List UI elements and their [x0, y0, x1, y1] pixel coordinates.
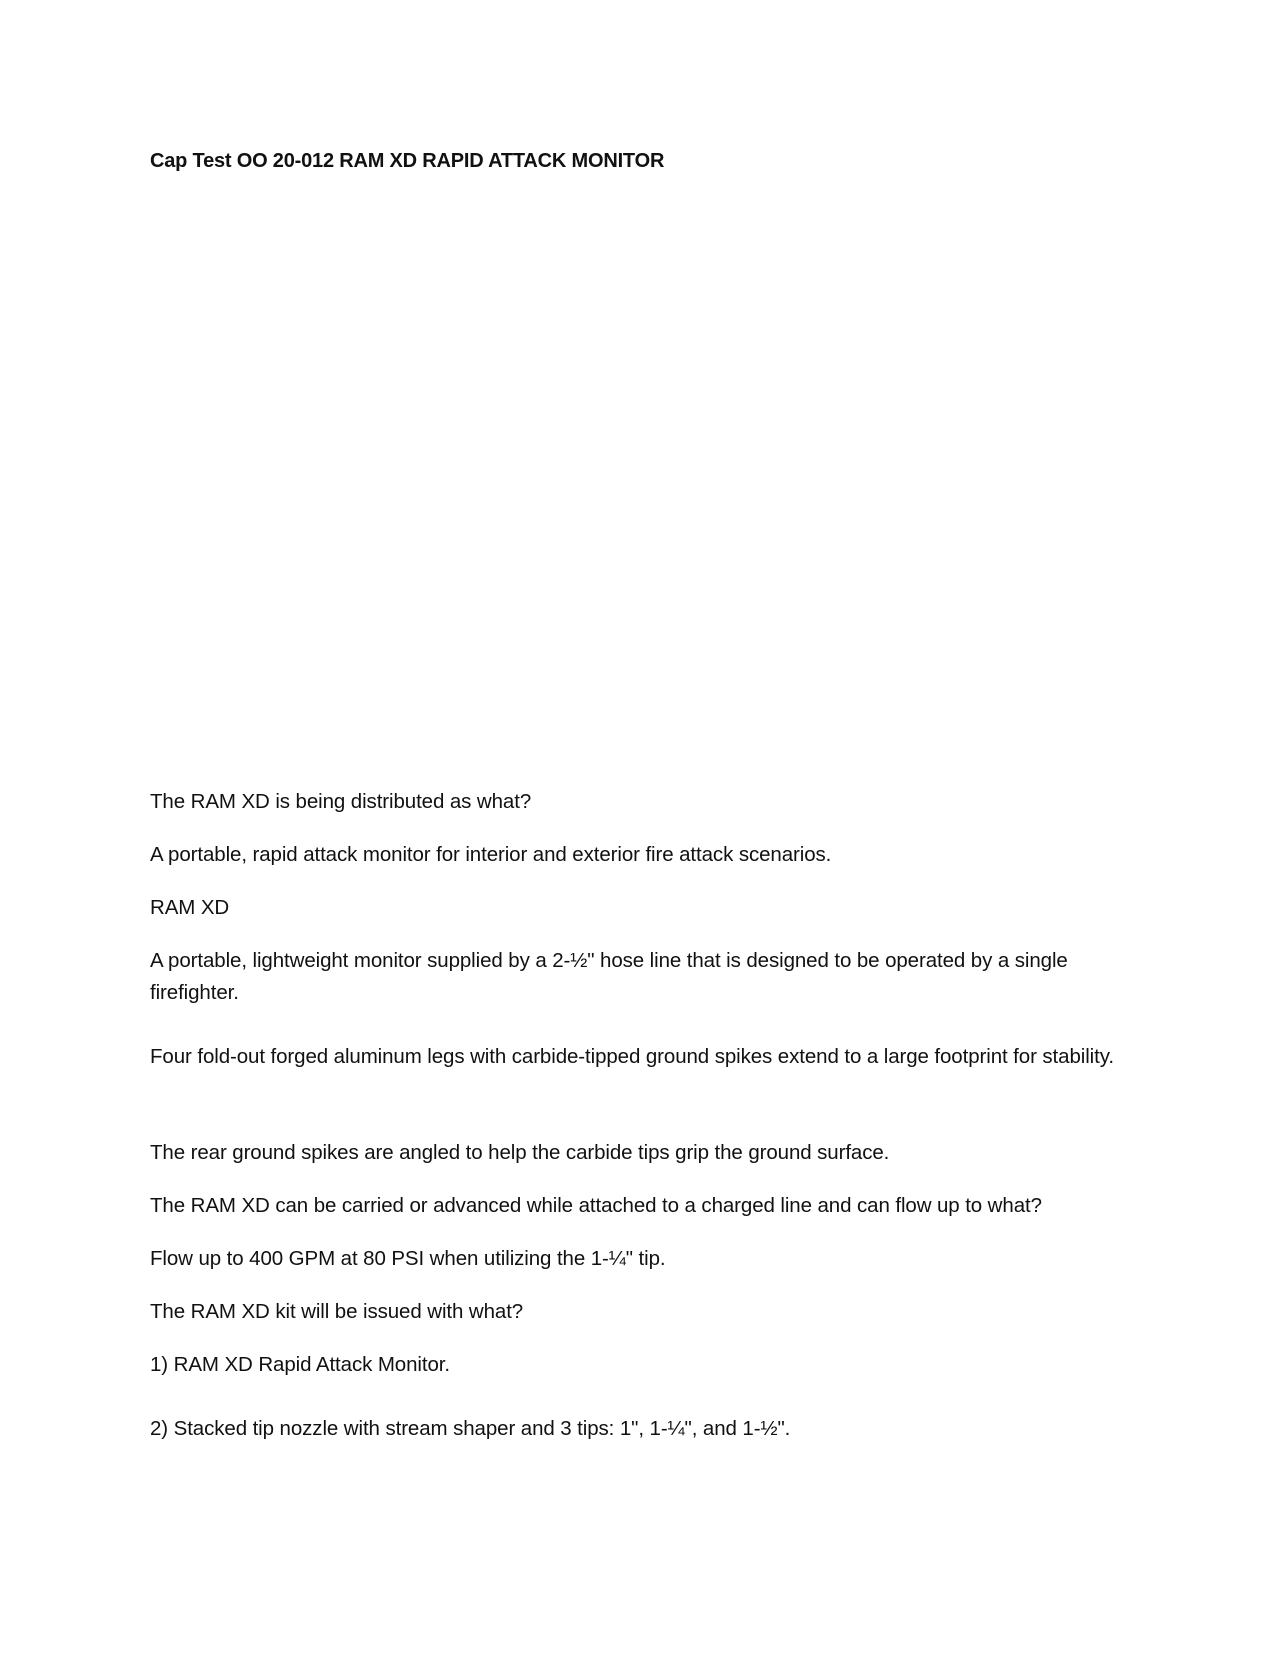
- paragraph-ground-spikes: The rear ground spikes are angled to help the carbide tips grip the ground surface.: [150, 1141, 890, 1164]
- paragraph-legs: Four fold-out forged aluminum legs with carbide-tipped ground spikes extend to a large footprint for stability.: [150, 1045, 1114, 1068]
- paragraph-kit-item-1: 1) RAM XD Rapid Attack Monitor.: [150, 1353, 450, 1376]
- paragraph-answer-flow: Flow up to 400 GPM at 80 PSI when utilizing the 1-¼" tip.: [150, 1247, 666, 1270]
- paragraph-description: A portable, lightweight monitor supplied by a 2-½" hose line that is designed to be operated by a single firefighter.: [150, 949, 1068, 1004]
- document-title: Cap Test OO 20-012 RAM XD RAPID ATTACK MONITOR: [150, 150, 665, 172]
- paragraph-kit-item-2: 2) Stacked tip nozzle with stream shaper and 3 tips: 1", 1-¼", and 1-½".: [150, 1417, 791, 1440]
- paragraph-question-flow: The RAM XD can be carried or advanced while attached to a charged line and can flow up to what?: [150, 1194, 1042, 1217]
- paragraph-ram-xd-heading: RAM XD: [150, 896, 230, 919]
- paragraph-question-distribution: The RAM XD is being distributed as what?: [150, 790, 532, 813]
- paragraph-answer-distribution: A portable, rapid attack monitor for interior and exterior fire attack scenarios.: [150, 843, 832, 866]
- paragraph-question-kit: The RAM XD kit will be issued with what?: [150, 1300, 524, 1323]
